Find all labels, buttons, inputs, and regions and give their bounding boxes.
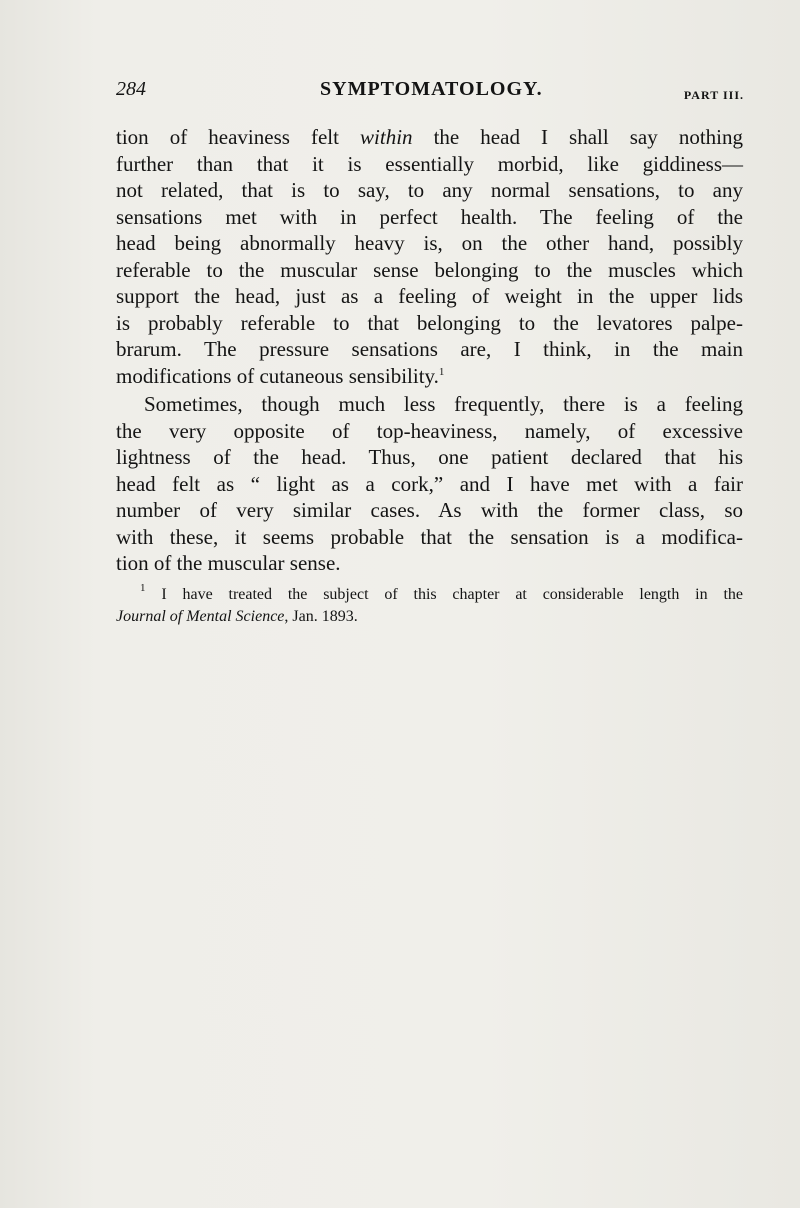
paragraph-2 [116, 391, 743, 418]
footnote-marker: 1 [140, 582, 146, 594]
part-label: PART III. [683, 88, 744, 102]
text-line: lightness of the head. Thus, one patient declared that his [116, 445, 743, 469]
text-line: Sometimes, though much less frequently, there is a feeling [144, 392, 743, 416]
text-span: , Jan. 1893. [284, 608, 358, 625]
text-span: modifications of cutaneous sensibility. [116, 363, 439, 388]
footnote-line [116, 584, 743, 606]
text-span: the head I shall say nothing [412, 125, 743, 149]
text-span: I have treated the subject of this chapter at considerable length in the [145, 586, 743, 603]
running-title: SYMPTOMATOLOGY. [320, 78, 543, 100]
emphasis-text: within [360, 125, 413, 149]
text-line: brarum. The pressure sensations are, I think, in the main [116, 337, 743, 361]
text-line: not related, that is to say, to any normal sensations, to any [116, 178, 743, 202]
footnote-reference[interactable]: 1 [438, 365, 445, 378]
text-line: tion of the muscular sense. [116, 551, 341, 575]
paragraph-2-continued [116, 418, 743, 577]
text-line: sensations met with in perfect health. The feeling of the [116, 204, 743, 229]
body-text [116, 124, 743, 577]
page-header [116, 74, 744, 104]
text-line: head felt as “ light as a cork,” and I have met with a fair [116, 471, 743, 496]
text-line: with these, it seems probable that the sensation is a modifica- [116, 524, 743, 549]
text-line [116, 363, 743, 390]
text-span: tion of heaviness felt [116, 125, 361, 149]
text-line: head being abnormally heavy is, on the other hand, possibly [116, 231, 743, 255]
text-line [116, 124, 743, 151]
footnote [116, 584, 743, 628]
text-line: support the head, just as a feeling of weight in the upper lids [116, 284, 743, 308]
text-line: further than that it is essentially morbid, like giddiness— [116, 151, 743, 176]
text-line: referable to the muscular sense belonging to the muscles which [116, 257, 743, 282]
footnote-line [116, 606, 743, 628]
text-line: number of very similar cases. As with the former class, so [116, 498, 743, 522]
paragraph-1 [116, 124, 743, 389]
journal-title: Journal of Mental Science [116, 608, 285, 625]
page-number: 284 [116, 78, 146, 100]
text-line: the very opposite of top-heaviness, namely, of excessive [116, 418, 743, 443]
text-line: is probably referable to that belonging to the levatores palpe- [116, 310, 743, 335]
